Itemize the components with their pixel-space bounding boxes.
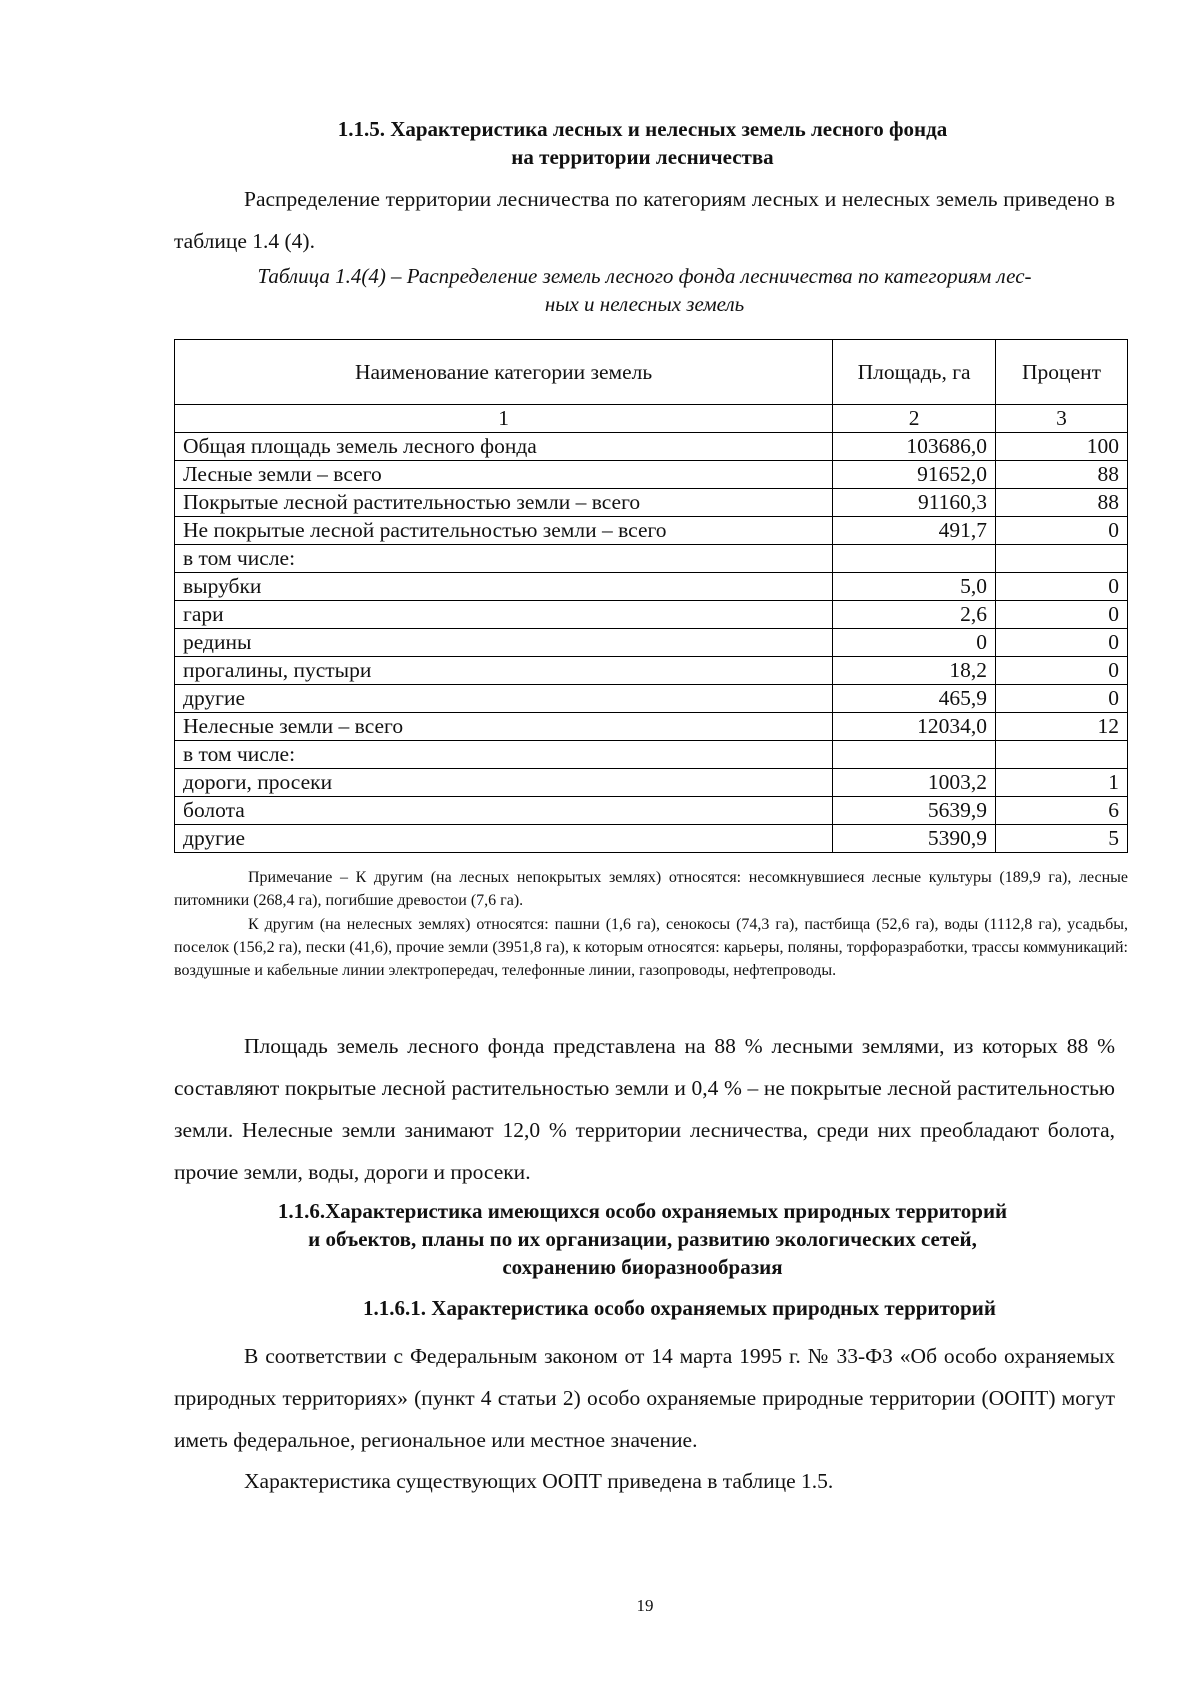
row-percent: 0: [996, 657, 1128, 685]
row-percent: 0: [996, 685, 1128, 713]
section-1-1-6-title-line1: 1.1.6.Характеристика имеющихся особо охраняемых природных территорий: [277, 1199, 1008, 1223]
table-row: [175, 573, 1128, 601]
intro-text: Распределение территории лесничества по категориям лесных и нелесных земель приведено в таблице 1.4 (4).: [174, 187, 1115, 253]
row-name: прогалины, пустыри: [175, 657, 833, 685]
row-percent: 88: [996, 461, 1128, 489]
row-name: редины: [175, 629, 833, 657]
row-percent: 5: [996, 825, 1128, 853]
row-area: 5,0: [833, 573, 996, 601]
table-note-1: [174, 866, 1128, 912]
oopt-law-paragraph: [174, 1335, 1115, 1461]
oopt-reference-text: Характеристика существующих ООПТ приведена в таблице 1.5.: [244, 1469, 834, 1493]
table-row: [175, 545, 1128, 573]
table-header-row: [175, 340, 1128, 405]
row-percent: 12: [996, 713, 1128, 741]
row-name: болота: [175, 797, 833, 825]
row-percent: 100: [996, 433, 1128, 461]
table-row: [175, 825, 1128, 853]
row-area: 91652,0: [833, 461, 996, 489]
row-area: [833, 741, 996, 769]
section-1-1-5-heading: [170, 115, 1115, 171]
row-name: другие: [175, 685, 833, 713]
table-note-2-text: К другим (на нелесных землях) относятся: пашни (1,6 га), сенокосы (74,3 га), пастбища (52,6 га), воды (1112,8 га), усадьбы, поселок (156,2 га), пески (41,6), прочие земли (3951,8 га), к которым относятся: карьеры, поляны, торфоразработки, трассы коммуникаций: воздушные и кабельные линии электропередач, телефонные линии, газопроводы, нефтепроводы.: [174, 916, 1128, 979]
row-area: 2,6: [833, 601, 996, 629]
table-caption: [174, 262, 1115, 318]
section-1-1-6-title-line2: и объектов, планы по их организации, развитию экологических сетей,: [308, 1227, 977, 1251]
table-row: [175, 629, 1128, 657]
section-1-1-6-1-heading: 1.1.6.1. Характеристика особо охраняемых природных территорий: [363, 1296, 996, 1320]
row-name: в том числе:: [175, 545, 833, 573]
row-percent: 0: [996, 517, 1128, 545]
row-percent: [996, 741, 1128, 769]
header-category-name: Наименование категории земель: [175, 340, 833, 405]
row-percent: [996, 545, 1128, 573]
column-number-2: 2: [833, 405, 996, 433]
row-percent: 88: [996, 489, 1128, 517]
row-area: 465,9: [833, 685, 996, 713]
row-area: 5390,9: [833, 825, 996, 853]
section-1-1-5-title-line1: 1.1.5. Характеристика лесных и нелесных земель лесного фонда: [337, 117, 948, 141]
row-area: 18,2: [833, 657, 996, 685]
row-percent: 0: [996, 629, 1128, 657]
row-name: Общая площадь земель лесного фонда: [175, 433, 833, 461]
section-1-1-6-title-line3: сохранению биоразнообразия: [502, 1255, 783, 1279]
row-area: 91160,3: [833, 489, 996, 517]
row-name: в том числе:: [175, 741, 833, 769]
header-percent: Процент: [996, 340, 1128, 405]
table-caption-line2: ных и нелесных земель: [544, 292, 745, 316]
row-percent: 0: [996, 601, 1128, 629]
land-categories-table: [174, 339, 1128, 853]
row-area: 12034,0: [833, 713, 996, 741]
table-caption-line1: Таблица 1.4(4) – Распределение земель лесного фонда лесничества по категориям лес-: [257, 264, 1032, 288]
row-name: Покрытые лесной растительностью земли – всего: [175, 489, 833, 517]
row-area: [833, 545, 996, 573]
section-1-1-6-heading: [170, 1197, 1115, 1281]
summary-paragraph: [174, 1025, 1115, 1193]
table-row: [175, 601, 1128, 629]
table-row: [175, 685, 1128, 713]
table-row: [175, 741, 1128, 769]
row-name: вырубки: [175, 573, 833, 601]
section-1-1-5-title-line2: на территории лесничества: [511, 145, 774, 169]
page-number: 19: [636, 1596, 654, 1615]
summary-text: Площадь земель лесного фонда представлена на 88 % лесными землями, из которых 88 % составляют покрытые лесной растительностью земли и 0,4 % – не покрытые лесной растительностью земли. Нелесные земли занимают 12,0 % территории лесничества, среди них преобладают болота, прочие земли, воды, дороги и просеки.: [174, 1034, 1115, 1184]
oopt-law-text: В соответствии с Федеральным законом от 14 марта 1995 г. № 33-ФЗ «Об особо охраняемых природных территориях» (пункт 4 статьи 2) особо охраняемые природные территории (ООПТ) могут иметь федеральное, региональное или местное значение.: [174, 1344, 1115, 1452]
row-percent: 1: [996, 769, 1128, 797]
table-row: [175, 489, 1128, 517]
row-area: 491,7: [833, 517, 996, 545]
row-name: другие: [175, 825, 833, 853]
table-note-1-text: Примечание – К другим (на лесных непокрытых землях) относятся: несомкнувшиеся лесные культуры (189,9 га), лесные питомники (268,4 га), погибшие древостои (7,6 га).: [174, 869, 1128, 909]
table-row: [175, 433, 1128, 461]
table-note-2: [174, 913, 1128, 982]
oopt-reference-paragraph: [174, 1460, 1115, 1502]
row-name: Не покрытые лесной растительностью земли – всего: [175, 517, 833, 545]
column-number-row: [175, 405, 1128, 433]
row-area: 1003,2: [833, 769, 996, 797]
intro-paragraph: [174, 178, 1115, 262]
table-row: [175, 713, 1128, 741]
row-area: 103686,0: [833, 433, 996, 461]
table-row: [175, 517, 1128, 545]
row-percent: 6: [996, 797, 1128, 825]
row-name: гари: [175, 601, 833, 629]
row-name: Нелесные земли – всего: [175, 713, 833, 741]
row-name: дороги, просеки: [175, 769, 833, 797]
row-area: 5639,9: [833, 797, 996, 825]
table-row: [175, 461, 1128, 489]
header-area: Площадь, га: [833, 340, 996, 405]
row-area: 0: [833, 629, 996, 657]
column-number-3: 3: [996, 405, 1128, 433]
table-row: [175, 797, 1128, 825]
table-row: [175, 769, 1128, 797]
table-row: [175, 657, 1128, 685]
row-percent: 0: [996, 573, 1128, 601]
row-name: Лесные земли – всего: [175, 461, 833, 489]
column-number-1: 1: [175, 405, 833, 433]
